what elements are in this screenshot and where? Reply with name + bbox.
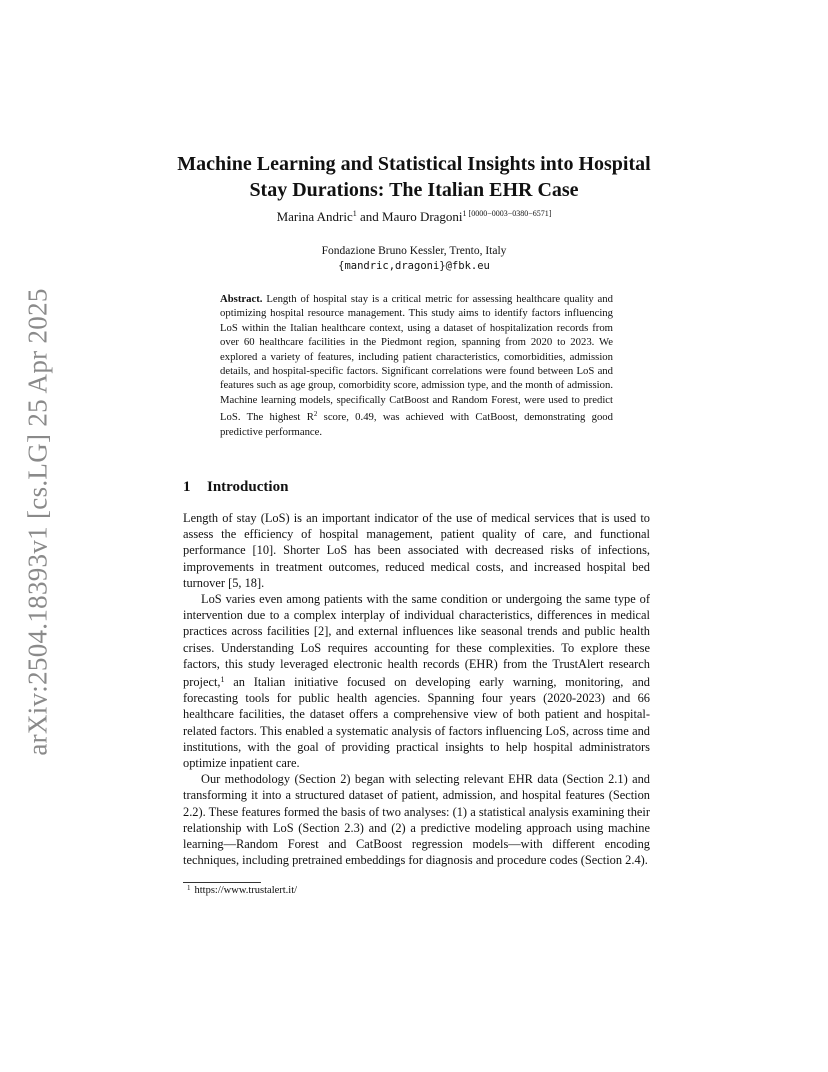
author-email: {mandric,dragoni}@fbk.eu	[338, 260, 490, 272]
orcid-mark: 1 [0000−0003−0380−6571]	[462, 209, 552, 218]
paragraph-text: an Italian initiative focused on developing early warning, monitoring, and forecasting tools for public health agencies. Spanning four years (2020-2023) and 66 healthcare facilities, the dataset offers a comprehensive view of both patient and hospital-related factors. This enabled a systematic analysis of factors influencing LoS, across time and institutions, with the goal of providing practical insights to help hospital administrators optimize inpatient care.	[183, 675, 650, 771]
section-heading	[183, 479, 288, 496]
paragraph	[183, 591, 650, 771]
abstract	[220, 292, 613, 439]
footnote-mark: 1	[187, 884, 191, 892]
section-title: Introduction	[207, 479, 289, 495]
paper-title	[150, 151, 678, 203]
paragraph: Our methodology (Section 2) began with selecting relevant EHR data (Section 2.1) and transforming it into a structured dataset of patient, admission, and hospital features (Section 2.2). These features formed the basis of two analyses: (1) a statistical analysis examining their relationship with LoS (Section 2.3) and (2) a predictive modeling approach using machine learning—Random Forest and CatBoost regression models—with different encoding techniques, including pretrained embeddings for diagnosis and procedure codes (Section 2.4).	[183, 772, 650, 868]
title-line-2: Stay Durations: The Italian EHR Case	[249, 179, 579, 201]
body-text	[183, 510, 650, 868]
affiliation-block	[150, 244, 678, 274]
paragraph: Length of stay (LoS) is an important indicator of the use of medical services that is used to assess the efficiency of hospital management, patient quality of care, and functional performance [10]. Shorter LoS has been associated with decreased risks of infections, improvements in treatment outcomes, reduced medical costs, and increased hospital bed turnover [5, 18].	[183, 511, 650, 590]
r-squared-superscript: 2	[313, 410, 318, 419]
paragraph-text: LoS varies even among patients with the same condition or undergoing the same type of intervention due to a complex interplay of individual characteristics, differences in medical practices across facilities [2], and external influences like seasonal trends and public health crises. Understanding LoS requires accounting for these complexities. To explore these factors, this study leveraged electronic health records (EHR) from the TrustAlert research project,	[183, 592, 650, 690]
title-line-1: Machine Learning and Statistical Insights into Hospital	[177, 153, 651, 175]
author-name: Mauro Dragoni	[382, 209, 463, 224]
arxiv-identifier-stamp: arXiv:2504.18393v1 [cs.LG] 25 Apr 2025	[22, 288, 53, 756]
author-list	[150, 209, 678, 225]
footnote-url: https://www.trustalert.it/	[194, 885, 298, 896]
footnote-divider	[183, 882, 261, 883]
affiliation-mark: 1	[352, 209, 357, 218]
abstract-label: Abstract.	[220, 293, 263, 305]
author-conjunction: and	[356, 209, 383, 224]
author-name: Marina Andric	[276, 209, 353, 224]
section-number: 1	[183, 479, 191, 495]
footnote-reference: 1	[220, 675, 225, 685]
footnote	[187, 884, 297, 896]
abstract-text: Length of hospital stay is a critical metric for assessing healthcare quality and optimizing hospital resource management. This study aims to identify factors influencing LoS within the Italian healthcare context, using a dataset of hospitalization records from over 60 healthcare facilities in the Piedmont region, spanning from 2020 to 2023. We explored a variety of features, including patient characteristics, comorbidities, admission details, and hospital-specific factors. Significant correlations were found between LoS and features such as age group, comorbidity score, admission type, and the month of admission. Machine learning models, specifically CatBoost and Random Forest, were used to predict LoS. The highest R	[220, 293, 613, 424]
affiliation: Fondazione Bruno Kessler, Trento, Italy	[321, 245, 507, 257]
abstract-text-end: score, 0.49, was achieved with CatBoost, demonstrating good predictive performance.	[220, 411, 613, 438]
